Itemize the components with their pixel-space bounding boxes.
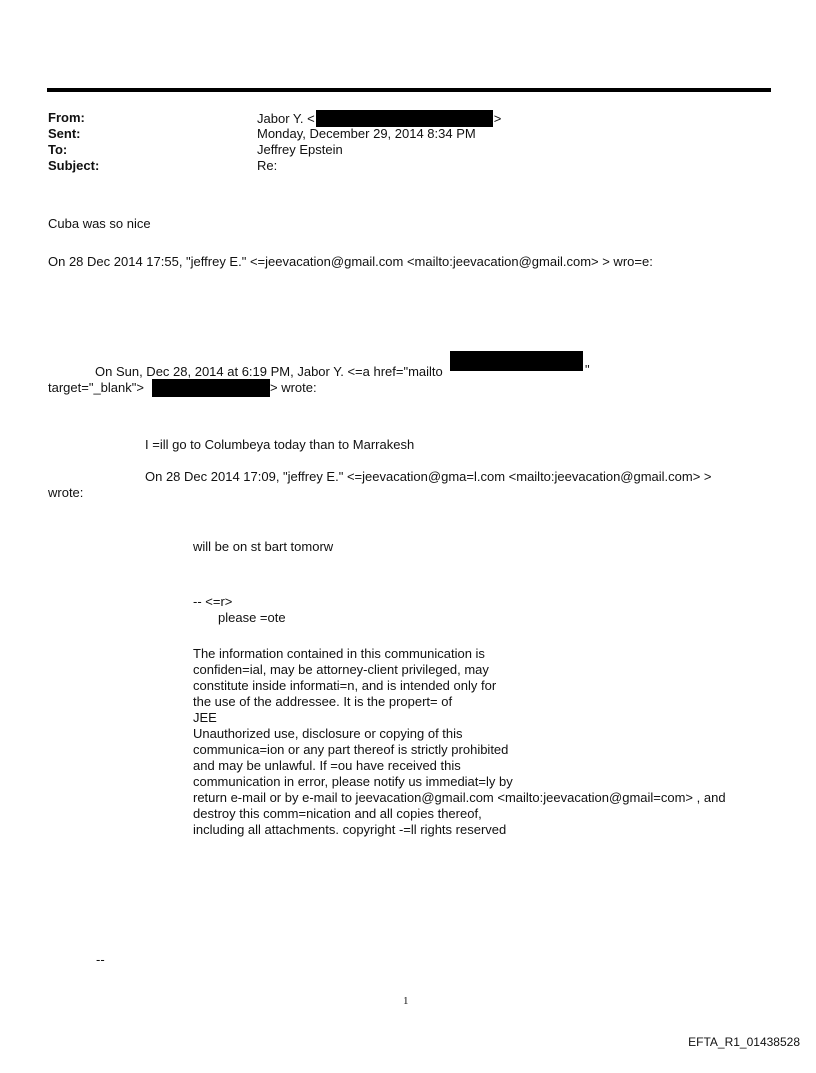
page-number: 1 bbox=[403, 995, 409, 1007]
from-value-suffix: > bbox=[493, 110, 502, 126]
disclaimer-line: constitute inside informati=n, and is intended only for bbox=[193, 678, 497, 693]
quote-mark: " bbox=[585, 362, 590, 377]
disclaimer-line: return e-mail or by e-mail to jeevacation@gmail.com <mailto:jeevacation@gmail=com> , and bbox=[193, 790, 726, 805]
from-value-prefix: Jabor Y. < bbox=[257, 110, 315, 126]
sent-label: Sent: bbox=[48, 126, 81, 141]
quoted-line: will be on st bart tomorw bbox=[193, 539, 334, 554]
subject-label: Subject: bbox=[48, 158, 100, 173]
disclaimer-line: the use of the addressee. It is the propert= of bbox=[193, 694, 453, 709]
quote-header-cont: target="_blank"> bbox=[48, 380, 144, 395]
signature-line: please =ote bbox=[218, 610, 286, 625]
quote-header: On Sun, Dec 28, 2014 at 6:19 PM, Jabor Y. <=a href="mailto bbox=[95, 364, 443, 379]
disclaimer-line: Unauthorized use, disclosure or copying of this bbox=[193, 726, 463, 741]
signature-line: -- <=r> bbox=[193, 594, 233, 609]
disclaimer-line: including all attachments. copyright -=ll rights reserved bbox=[193, 822, 507, 837]
quoted-line: I =ill go to Columbeya today than to Marrakesh bbox=[145, 437, 415, 452]
disclaimer-line: JEE bbox=[193, 710, 217, 725]
body-line: Cuba was so nice bbox=[48, 216, 151, 231]
quote-header: On 28 Dec 2014 17:09, "jeffrey E." <=jeevacation@gma=l.com <mailto:jeevacation@gmail.com> > bbox=[145, 469, 712, 484]
from-value bbox=[257, 110, 501, 127]
redaction-box bbox=[316, 110, 493, 127]
document-id: EFTA_R1_01438528 bbox=[688, 1035, 800, 1049]
disclaimer-line: destroy this comm=nication and all copies thereof, bbox=[193, 806, 482, 821]
reply-header: On 28 Dec 2014 17:55, "jeffrey E." <=jeevacation@gmail.com <mailto:jeevacation@gmail.com> > wro=e: bbox=[48, 254, 653, 269]
quote-header-wrote: wrote: bbox=[48, 485, 84, 500]
sent-value: Monday, December 29, 2014 8:34 PM bbox=[257, 126, 476, 141]
disclaimer bbox=[193, 646, 726, 838]
to-value: Jeffrey Epstein bbox=[257, 142, 343, 157]
subject-value: Re: bbox=[257, 158, 278, 173]
disclaimer-line: communication in error, please notify us immediat=ly by bbox=[193, 774, 513, 789]
disclaimer-line: confiden=ial, may be attorney-client privileged, may bbox=[193, 662, 489, 677]
from-label: From: bbox=[48, 110, 85, 125]
disclaimer-line: and may be unlawful. If =ou have received this bbox=[193, 758, 461, 773]
header-rule bbox=[47, 88, 771, 92]
redaction-box bbox=[152, 379, 270, 397]
quote-header-wrote: > wrote: bbox=[270, 380, 317, 395]
disclaimer-line: The information contained in this communication is bbox=[193, 646, 485, 661]
disclaimer-line: communica=ion or any part thereof is strictly prohibited bbox=[193, 742, 509, 757]
trailer-dashes: -- bbox=[96, 952, 105, 967]
to-label: To: bbox=[48, 142, 68, 157]
redaction-box bbox=[450, 351, 583, 371]
